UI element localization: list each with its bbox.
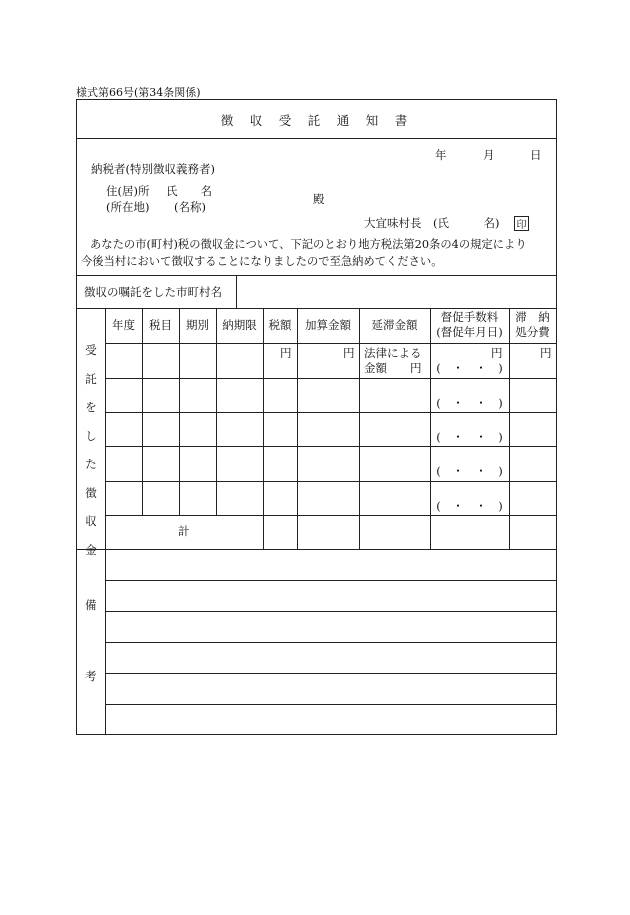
side-char-2: 託 xyxy=(85,371,97,386)
legal-amount-line-2: 金額 円 xyxy=(364,361,422,375)
reminder-date-row-1: ( ・ ・ ) xyxy=(436,361,503,375)
header-disposal-line-2: 処分費 xyxy=(515,325,550,339)
header-reminder-fee: 督促手数料 xyxy=(440,310,499,324)
date-year: 年 xyxy=(435,148,447,162)
reminder-date-row-2: ( ・ ・ ) xyxy=(436,396,503,410)
header-reminder-date: (督促年月日) xyxy=(436,325,503,339)
remarks-label-char-1: 備 xyxy=(85,598,97,612)
notice-body-line-1: あなたの市(町村)税の徴収金について、下記のとおり地方税法第20条の4の規定により xyxy=(90,238,527,251)
seal-mark: 印 xyxy=(514,216,529,231)
collection-side-label xyxy=(84,345,98,556)
reminder-date-row-3: ( ・ ・ ) xyxy=(436,430,503,444)
taxpayer-heading: 納税者(特別徴収義務者) xyxy=(91,162,215,176)
document-title: 徴 収 受 託 通 知 書 xyxy=(220,113,410,128)
side-char-3: を xyxy=(85,400,97,414)
reminder-date-row-5: ( ・ ・ ) xyxy=(436,499,503,513)
surcharge-yen-unit: 円 xyxy=(343,346,355,360)
name-sub-label: (名称) xyxy=(174,200,206,214)
issuer-name: 大宜味村長 (氏 名) xyxy=(364,216,500,230)
date-day: 日 xyxy=(530,148,542,162)
side-char-5: た xyxy=(85,457,97,471)
side-char-7: 収 xyxy=(85,514,97,528)
header-surcharge: 加算金額 xyxy=(305,318,351,332)
header-delinquency: 延滞金額 xyxy=(371,318,418,332)
commissioning-municipality-label: 徴収の嘱託をした市町村名 xyxy=(84,285,222,299)
header-tax-item: 税目 xyxy=(149,318,172,332)
header-due-date: 納期限 xyxy=(222,318,257,332)
address-sub-label: (所在地) xyxy=(106,200,150,214)
side-char-1: 受 xyxy=(85,343,97,357)
notice-body-line-2: 今後当村において徴収することになりましたので至急納めてください。 xyxy=(81,255,443,268)
reminder-date-row-4: ( ・ ・ ) xyxy=(436,464,503,478)
header-tax-amount: 税額 xyxy=(268,318,292,332)
side-char-6: 徴 xyxy=(85,485,97,500)
disposal-yen-unit: 円 xyxy=(540,346,552,360)
name-label: 氏 名 xyxy=(166,184,212,198)
legal-amount-line-1: 法律による xyxy=(364,346,422,360)
header-disposal-line-1: 滞 納 xyxy=(515,310,550,324)
address-label: 住(居)所 xyxy=(106,184,150,198)
form-number-label: 様式第66号(第34条関係) xyxy=(76,86,201,99)
tax-amount-yen-unit: 円 xyxy=(280,346,292,360)
header-year: 年度 xyxy=(112,318,135,332)
total-label: 計 xyxy=(178,524,190,538)
reminder-fee-yen-unit: 円 xyxy=(491,346,503,360)
side-char-8: 金 xyxy=(85,542,97,557)
date-month: 月 xyxy=(483,148,495,162)
honorific: 殿 xyxy=(313,192,325,206)
remarks-label-char-2: 考 xyxy=(85,669,97,683)
side-char-4: し xyxy=(85,428,97,443)
header-period: 期別 xyxy=(186,318,209,332)
